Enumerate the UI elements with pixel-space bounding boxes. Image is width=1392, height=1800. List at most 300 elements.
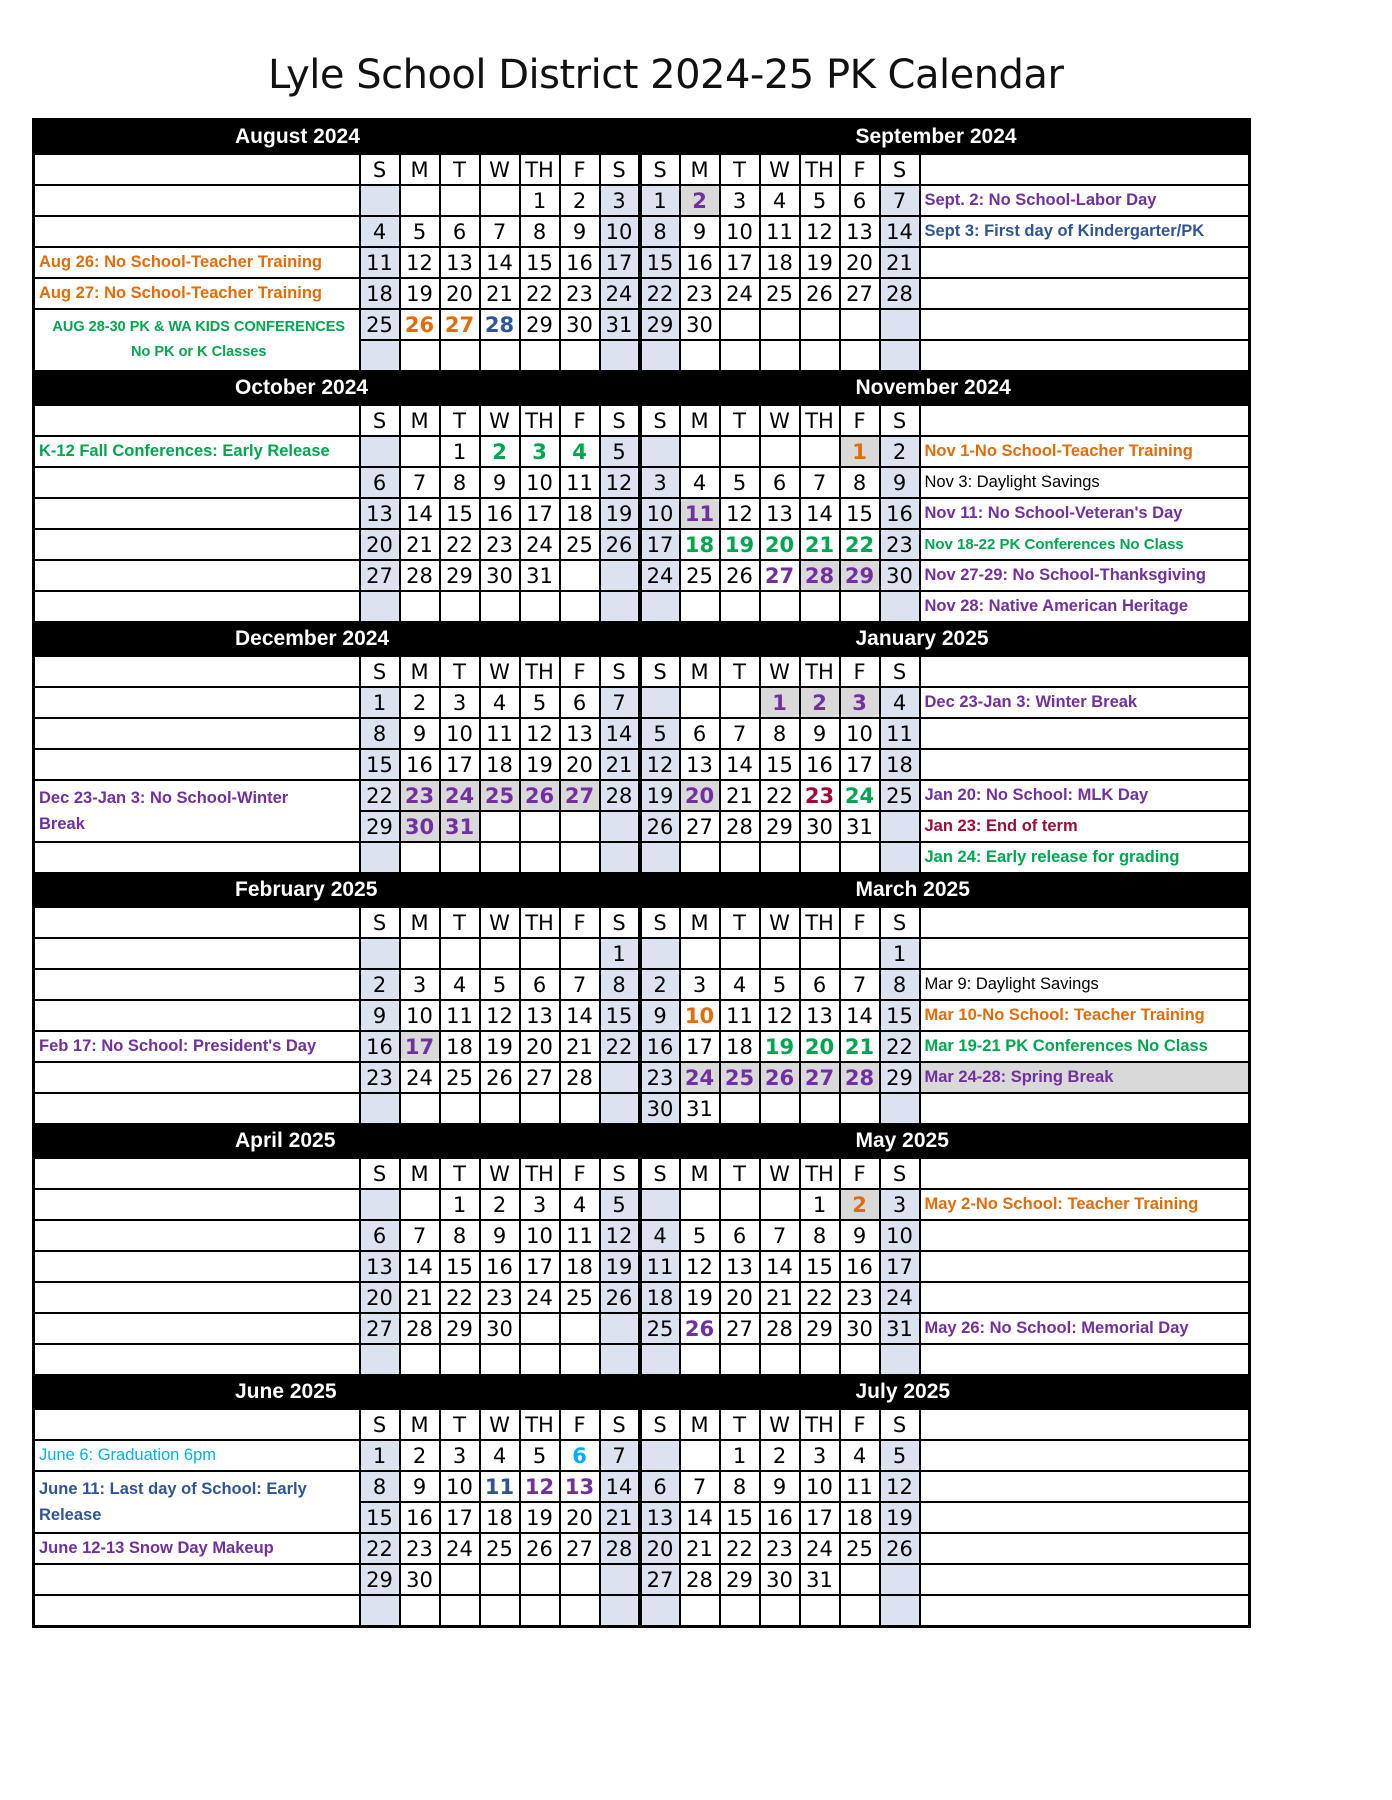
day-cell: 24 <box>680 1062 720 1093</box>
weekday-header: T <box>720 907 760 938</box>
day-cell: 3 <box>440 687 480 718</box>
day-cell: 24 <box>720 278 760 309</box>
day-cell: 9 <box>400 718 440 749</box>
empty-day-cell <box>360 340 400 371</box>
day-cell: 21 <box>680 1533 720 1564</box>
weekday-header: M <box>400 907 440 938</box>
empty-day-cell <box>880 1564 920 1595</box>
day-cell: 18 <box>720 1031 760 1062</box>
day-cell: 19 <box>760 1031 800 1062</box>
weekday-header: T <box>440 1409 480 1440</box>
day-cell: 5 <box>640 718 680 749</box>
empty-day-cell <box>640 1344 680 1375</box>
day-cell: 26 <box>600 1282 640 1313</box>
day-cell: 31 <box>880 1313 920 1344</box>
empty-day-cell <box>840 1093 880 1124</box>
empty-day-cell <box>640 842 680 873</box>
day-cell: 6 <box>840 185 880 216</box>
page-title: Lyle School District 2024-25 PK Calendar <box>268 52 1064 98</box>
empty-day-cell <box>680 436 720 467</box>
weekday-header: S <box>600 154 640 185</box>
day-cell: 7 <box>880 185 920 216</box>
day-cell: 22 <box>880 1031 920 1062</box>
day-cell: 5 <box>520 687 560 718</box>
weekday-header: T <box>720 1409 760 1440</box>
day-cell: 16 <box>800 749 840 780</box>
day-cell: 19 <box>520 749 560 780</box>
day-cell: 10 <box>640 498 680 529</box>
weekday-header: M <box>680 656 720 687</box>
day-cell: 21 <box>480 278 520 309</box>
empty-day-cell <box>680 1595 720 1627</box>
event-note <box>34 529 360 560</box>
empty-day-cell <box>560 591 600 622</box>
day-cell: 14 <box>600 1471 640 1502</box>
day-cell: 24 <box>520 1282 560 1313</box>
day-cell: 26 <box>600 529 640 560</box>
weekday-header: W <box>760 405 800 436</box>
day-cell: 8 <box>520 216 560 247</box>
empty-day-cell <box>440 1093 480 1124</box>
event-note <box>920 1440 1250 1471</box>
day-cell: 13 <box>520 1000 560 1031</box>
empty-day-cell <box>720 1344 760 1375</box>
day-cell: 27 <box>360 1313 400 1344</box>
month-header-september-2024: September 2024 <box>640 120 1250 155</box>
day-cell: 16 <box>480 1251 520 1282</box>
event-note: Aug 27: No School-Teacher Training <box>34 278 360 309</box>
day-cell: 26 <box>520 780 560 811</box>
day-cell: 28 <box>800 560 840 591</box>
day-cell: 30 <box>560 309 600 340</box>
day-cell: 14 <box>600 718 640 749</box>
day-cell: 14 <box>800 498 840 529</box>
day-cell: 14 <box>400 498 440 529</box>
empty-day-cell <box>360 938 400 969</box>
day-cell: 4 <box>880 687 920 718</box>
event-note: Jan 20: No School: MLK Day <box>920 780 1250 811</box>
day-cell: 4 <box>640 1220 680 1251</box>
day-cell: 16 <box>400 749 440 780</box>
day-cell: 3 <box>840 687 880 718</box>
weekday-header: F <box>560 907 600 938</box>
weekday-header: M <box>400 154 440 185</box>
empty-day-cell <box>440 340 480 371</box>
empty-day-cell <box>800 436 840 467</box>
event-note <box>34 1344 360 1375</box>
day-cell: 4 <box>680 467 720 498</box>
day-cell: 10 <box>600 216 640 247</box>
day-cell: 29 <box>800 1313 840 1344</box>
day-cell: 11 <box>880 718 920 749</box>
day-cell: 19 <box>480 1031 520 1062</box>
month-header-october-2024: October 2024 <box>34 371 640 405</box>
empty-day-cell <box>760 340 800 371</box>
day-cell: 1 <box>600 938 640 969</box>
day-cell: 8 <box>360 1471 400 1502</box>
day-cell: 1 <box>440 436 480 467</box>
day-cell: 13 <box>840 216 880 247</box>
day-cell: 25 <box>440 1062 480 1093</box>
day-cell: 2 <box>880 436 920 467</box>
day-cell: 8 <box>360 718 400 749</box>
day-cell: 25 <box>680 560 720 591</box>
blank-cell <box>34 405 360 436</box>
day-cell: 30 <box>840 1313 880 1344</box>
weekday-header: F <box>560 1409 600 1440</box>
day-cell: 5 <box>680 1220 720 1251</box>
day-cell: 26 <box>520 1533 560 1564</box>
event-note: Nov 3: Daylight Savings <box>920 467 1250 498</box>
day-cell: 21 <box>400 1282 440 1313</box>
weekday-header: W <box>480 154 520 185</box>
day-cell: 2 <box>560 185 600 216</box>
empty-day-cell <box>600 1564 640 1595</box>
day-cell: 21 <box>600 1502 640 1533</box>
weekday-header: TH <box>800 656 840 687</box>
empty-day-cell <box>440 1344 480 1375</box>
day-cell: 27 <box>440 309 480 340</box>
day-cell: 2 <box>400 1440 440 1471</box>
empty-day-cell <box>400 436 440 467</box>
weekday-header: T <box>440 656 480 687</box>
day-cell: 15 <box>800 1251 840 1282</box>
day-cell: 26 <box>880 1533 920 1564</box>
day-cell: 21 <box>600 749 640 780</box>
event-note <box>920 1595 1250 1627</box>
day-cell: 6 <box>520 969 560 1000</box>
day-cell: 23 <box>680 278 720 309</box>
day-cell: 28 <box>560 1062 600 1093</box>
month-header-may-2025: May 2025 <box>640 1124 1250 1158</box>
empty-day-cell <box>720 591 760 622</box>
day-cell: 10 <box>400 1000 440 1031</box>
empty-day-cell <box>480 591 520 622</box>
empty-day-cell <box>600 1344 640 1375</box>
day-cell: 17 <box>600 247 640 278</box>
empty-day-cell <box>800 340 840 371</box>
weekday-header: S <box>640 154 680 185</box>
empty-day-cell <box>480 842 520 873</box>
blank-cell <box>34 1158 360 1189</box>
weekday-header: TH <box>520 907 560 938</box>
day-cell: 4 <box>480 1440 520 1471</box>
empty-day-cell <box>680 1440 720 1471</box>
day-cell: 15 <box>440 498 480 529</box>
day-cell: 21 <box>800 529 840 560</box>
day-cell: 20 <box>720 1282 760 1313</box>
day-cell: 6 <box>760 467 800 498</box>
day-cell: 29 <box>360 811 400 842</box>
day-cell: 11 <box>720 1000 760 1031</box>
weekday-header: TH <box>520 154 560 185</box>
day-cell: 3 <box>640 467 680 498</box>
empty-day-cell <box>800 1344 840 1375</box>
day-cell: 5 <box>760 969 800 1000</box>
day-cell: 11 <box>480 1471 520 1502</box>
weekday-header: TH <box>800 907 840 938</box>
day-cell: 12 <box>480 1000 520 1031</box>
empty-day-cell <box>440 842 480 873</box>
event-note <box>34 591 360 622</box>
day-cell: 23 <box>840 1282 880 1313</box>
month-header-november-2024: November 2024 <box>640 371 1250 405</box>
empty-day-cell <box>760 1189 800 1220</box>
event-note <box>34 467 360 498</box>
day-cell: 4 <box>440 969 480 1000</box>
empty-day-cell <box>800 842 840 873</box>
day-cell: 20 <box>520 1031 560 1062</box>
weekday-header: S <box>600 1158 640 1189</box>
day-cell: 4 <box>840 1440 880 1471</box>
event-note <box>920 1220 1250 1251</box>
empty-day-cell <box>760 309 800 340</box>
empty-day-cell <box>680 938 720 969</box>
day-cell: 26 <box>400 309 440 340</box>
day-cell: 18 <box>560 1251 600 1282</box>
day-cell: 28 <box>480 309 520 340</box>
empty-day-cell <box>440 1595 480 1627</box>
empty-day-cell <box>360 842 400 873</box>
day-cell: 7 <box>800 467 840 498</box>
day-cell: 7 <box>680 1471 720 1502</box>
weekday-header: M <box>680 907 720 938</box>
day-cell: 24 <box>880 1282 920 1313</box>
day-cell: 14 <box>680 1502 720 1533</box>
day-cell: 17 <box>520 498 560 529</box>
day-cell: 10 <box>840 718 880 749</box>
day-cell: 30 <box>680 309 720 340</box>
day-cell: 18 <box>560 498 600 529</box>
weekday-header: W <box>760 1158 800 1189</box>
day-cell: 5 <box>880 1440 920 1471</box>
day-cell: 11 <box>680 498 720 529</box>
event-note <box>920 1093 1250 1124</box>
weekday-header: TH <box>520 405 560 436</box>
event-note <box>920 309 1250 340</box>
day-cell: 25 <box>760 278 800 309</box>
day-cell: 25 <box>560 1282 600 1313</box>
day-cell: 16 <box>680 247 720 278</box>
empty-day-cell <box>600 1595 640 1627</box>
empty-day-cell <box>720 1595 760 1627</box>
day-cell: 24 <box>840 780 880 811</box>
empty-day-cell <box>760 436 800 467</box>
day-cell: 4 <box>720 969 760 1000</box>
empty-day-cell <box>480 1595 520 1627</box>
calendar-table <box>32 118 1251 1628</box>
day-cell: 29 <box>440 1313 480 1344</box>
weekday-header: S <box>640 907 680 938</box>
day-cell: 24 <box>640 560 680 591</box>
day-cell: 25 <box>480 1533 520 1564</box>
empty-day-cell <box>640 340 680 371</box>
day-cell: 10 <box>680 1000 720 1031</box>
empty-day-cell <box>560 340 600 371</box>
day-cell: 9 <box>480 467 520 498</box>
day-cell: 9 <box>400 1471 440 1502</box>
day-cell: 20 <box>640 1533 680 1564</box>
day-cell: 21 <box>880 247 920 278</box>
empty-day-cell <box>400 1344 440 1375</box>
day-cell: 8 <box>720 1471 760 1502</box>
event-note <box>34 1595 360 1627</box>
day-cell: 27 <box>640 1564 680 1595</box>
weekday-header: F <box>560 1158 600 1189</box>
empty-day-cell <box>520 938 560 969</box>
empty-day-cell <box>440 938 480 969</box>
day-cell: 27 <box>520 1062 560 1093</box>
day-cell: 21 <box>760 1282 800 1313</box>
day-cell: 10 <box>720 216 760 247</box>
event-note <box>34 216 360 247</box>
event-note <box>34 1000 360 1031</box>
weekday-header: M <box>680 1158 720 1189</box>
day-cell: 10 <box>800 1471 840 1502</box>
empty-day-cell <box>720 436 760 467</box>
day-cell: 3 <box>880 1189 920 1220</box>
day-cell: 19 <box>800 247 840 278</box>
day-cell: 25 <box>880 780 920 811</box>
event-note: May 2-No School: Teacher Training <box>920 1189 1250 1220</box>
day-cell: 29 <box>640 309 680 340</box>
day-cell: 22 <box>520 278 560 309</box>
day-cell: 14 <box>760 1251 800 1282</box>
day-cell: 30 <box>760 1564 800 1595</box>
day-cell: 7 <box>840 969 880 1000</box>
day-cell: 3 <box>440 1440 480 1471</box>
event-note <box>34 842 360 873</box>
day-cell: 12 <box>600 1220 640 1251</box>
month-header-april-2025: April 2025 <box>34 1124 640 1158</box>
blank-cell <box>920 154 1250 185</box>
weekday-header: S <box>360 1158 400 1189</box>
day-cell: 13 <box>760 498 800 529</box>
weekday-header: S <box>600 656 640 687</box>
empty-day-cell <box>600 1093 640 1124</box>
weekday-header: M <box>400 405 440 436</box>
day-cell: 13 <box>680 749 720 780</box>
event-note: Nov 18-22 PK Conferences No Class <box>920 529 1250 560</box>
day-cell: 28 <box>720 811 760 842</box>
blank-cell <box>920 656 1250 687</box>
day-cell: 10 <box>440 718 480 749</box>
day-cell: 9 <box>760 1471 800 1502</box>
day-cell: 27 <box>840 278 880 309</box>
weekday-header: S <box>640 656 680 687</box>
empty-day-cell <box>600 560 640 591</box>
day-cell: 3 <box>680 969 720 1000</box>
day-cell: 19 <box>640 780 680 811</box>
day-cell: 15 <box>440 1251 480 1282</box>
day-cell: 16 <box>560 247 600 278</box>
day-cell: 22 <box>600 1031 640 1062</box>
day-cell: 7 <box>600 1440 640 1471</box>
day-cell: 9 <box>840 1220 880 1251</box>
day-cell: 29 <box>840 560 880 591</box>
day-cell: 22 <box>720 1533 760 1564</box>
event-note <box>920 278 1250 309</box>
weekday-header: S <box>360 656 400 687</box>
day-cell: 29 <box>520 309 560 340</box>
day-cell: 15 <box>360 749 400 780</box>
day-cell: 31 <box>800 1564 840 1595</box>
day-cell: 31 <box>600 309 640 340</box>
weekday-header: F <box>560 656 600 687</box>
day-cell: 17 <box>440 1502 480 1533</box>
empty-day-cell <box>520 340 560 371</box>
event-note: Aug 26: No School-Teacher Training <box>34 247 360 278</box>
day-cell: 8 <box>600 969 640 1000</box>
empty-day-cell <box>840 591 880 622</box>
day-cell: 23 <box>400 1533 440 1564</box>
event-note <box>920 749 1250 780</box>
weekday-header: F <box>840 1158 880 1189</box>
event-note <box>920 1564 1250 1595</box>
empty-day-cell <box>880 811 920 842</box>
day-cell: 10 <box>520 1220 560 1251</box>
day-cell: 29 <box>440 560 480 591</box>
empty-day-cell <box>520 591 560 622</box>
empty-day-cell <box>560 811 600 842</box>
weekday-header: W <box>760 154 800 185</box>
day-cell: 8 <box>880 969 920 1000</box>
empty-day-cell <box>400 1595 440 1627</box>
weekday-header: S <box>360 907 400 938</box>
day-cell: 6 <box>800 969 840 1000</box>
empty-day-cell <box>560 938 600 969</box>
month-header-february-2025: February 2025 <box>34 873 640 907</box>
day-cell: 18 <box>880 749 920 780</box>
day-cell: 18 <box>480 749 520 780</box>
day-cell: 29 <box>760 811 800 842</box>
empty-day-cell <box>760 842 800 873</box>
day-cell: 7 <box>400 1220 440 1251</box>
day-cell: 17 <box>840 749 880 780</box>
empty-day-cell <box>400 185 440 216</box>
day-cell: 13 <box>560 1471 600 1502</box>
empty-day-cell <box>760 938 800 969</box>
empty-day-cell <box>360 185 400 216</box>
day-cell: 9 <box>560 216 600 247</box>
day-cell: 1 <box>800 1189 840 1220</box>
day-cell: 9 <box>480 1220 520 1251</box>
empty-day-cell <box>760 1595 800 1627</box>
day-cell: 7 <box>760 1220 800 1251</box>
day-cell: 3 <box>720 185 760 216</box>
empty-day-cell <box>880 591 920 622</box>
day-cell: 28 <box>840 1062 880 1093</box>
empty-day-cell <box>400 842 440 873</box>
day-cell: 11 <box>640 1251 680 1282</box>
event-note <box>34 1313 360 1344</box>
weekday-header: F <box>840 656 880 687</box>
day-cell: 13 <box>640 1502 680 1533</box>
empty-day-cell <box>720 1189 760 1220</box>
empty-day-cell <box>440 591 480 622</box>
weekday-header: TH <box>800 154 840 185</box>
event-note <box>920 1251 1250 1282</box>
event-note <box>920 938 1250 969</box>
blank-cell <box>920 405 1250 436</box>
day-cell: 22 <box>440 1282 480 1313</box>
day-cell: 2 <box>760 1440 800 1471</box>
day-cell: 22 <box>440 529 480 560</box>
empty-day-cell <box>360 436 400 467</box>
day-cell: 6 <box>560 1440 600 1471</box>
day-cell: 2 <box>480 1189 520 1220</box>
day-cell: 25 <box>720 1062 760 1093</box>
